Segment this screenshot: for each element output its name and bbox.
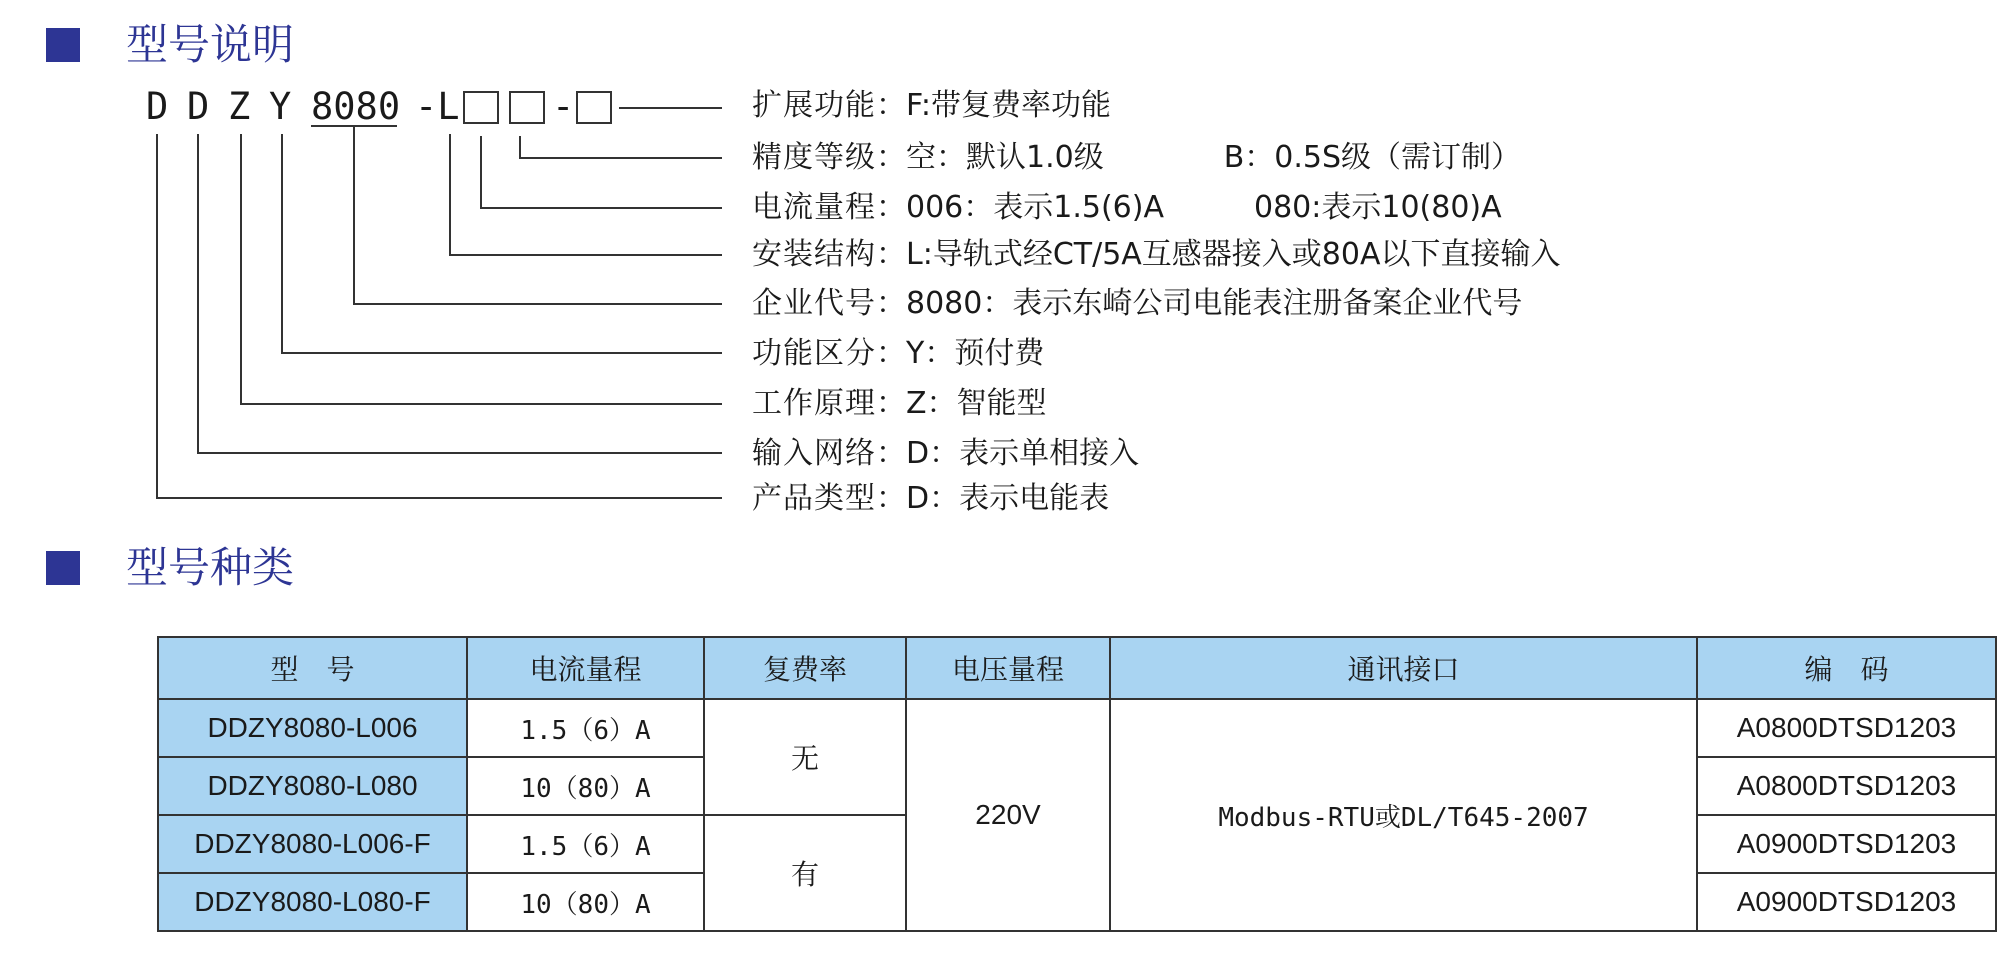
- cell-code: A0800DTSD1203: [1697, 699, 1996, 757]
- desc-current-key: 电流量程: [752, 190, 876, 225]
- table-row: [158, 699, 1996, 757]
- section-marker-icon: [46, 551, 80, 585]
- header-multi-rate: 复费率: [704, 637, 906, 699]
- header-current-range: 电流量程: [467, 637, 704, 699]
- desc-principle-text: ：Z：智能型: [876, 386, 1047, 421]
- cell-code: A0900DTSD1203: [1697, 815, 1996, 873]
- code-number: 8080: [311, 85, 401, 128]
- desc-current-text: ：006：表示1.5(6)A 080:表示10(80)A: [876, 190, 1502, 225]
- desc-extension-text: ：F:带复费率功能: [876, 88, 1112, 123]
- desc-install-text: ：L:导轨式经CT/5A互感器接入或80A以下直接输入: [876, 237, 1561, 272]
- connector-accuracy: [520, 136, 722, 158]
- desc-extension-key: 扩展功能: [752, 88, 876, 123]
- header-voltage-range: 电压量程: [906, 637, 1110, 699]
- desc-network-key: 输入网络: [752, 436, 876, 471]
- cell-code: A0900DTSD1203: [1697, 873, 1996, 931]
- desc-install-key: 安装结构: [752, 237, 876, 272]
- cell-interface: Modbus-RTU或DL/T645-2007: [1110, 699, 1697, 931]
- desc-function: [752, 336, 1045, 371]
- cell-model: DDZY8080-L080-F: [158, 873, 467, 931]
- cell-code: A0800DTSD1203: [1697, 757, 1996, 815]
- cell-multi-rate-yes: 有: [704, 815, 906, 931]
- desc-current: [752, 190, 1502, 225]
- desc-accuracy: [752, 140, 1522, 175]
- cell-model: DDZY8080-L006: [158, 699, 467, 757]
- connector-network: [198, 134, 722, 453]
- desc-company-text: ：8080：表示东崎公司电能表注册备案企业代号: [876, 286, 1523, 321]
- connector-install: [450, 134, 722, 255]
- cell-current: 10（80）A: [467, 757, 704, 815]
- code-suffix-prefix: -L: [415, 85, 460, 128]
- desc-product: [752, 481, 1110, 516]
- section-title-model-explanation: 型号说明: [126, 20, 295, 69]
- desc-company: [752, 286, 1523, 321]
- cell-current: 1.5（6）A: [467, 699, 704, 757]
- header-interface: 通讯接口: [1110, 637, 1697, 699]
- desc-network: [752, 436, 1140, 471]
- header-code: 编 码: [1697, 637, 1996, 699]
- desc-principle: [752, 386, 1047, 421]
- desc-product-key: 产品类型: [752, 481, 876, 516]
- model-types-table: [157, 636, 1997, 932]
- code-letter-y: Y: [269, 85, 292, 128]
- desc-install: [752, 237, 1561, 272]
- desc-function-text: ：Y：预付费: [876, 336, 1045, 371]
- connector-function: [282, 134, 722, 353]
- connector-company: [354, 126, 722, 304]
- cell-current: 10（80）A: [467, 873, 704, 931]
- header-model: 型 号: [158, 637, 467, 699]
- code-letter-z: Z: [228, 85, 251, 128]
- code-separator: -: [552, 85, 575, 128]
- cell-current: 1.5（6）A: [467, 815, 704, 873]
- desc-network-text: ：D：表示单相接入: [876, 436, 1140, 471]
- cell-model: DDZY8080-L006-F: [158, 815, 467, 873]
- section-title-model-types: 型号种类: [126, 543, 295, 592]
- desc-company-key: 企业代号: [752, 286, 876, 321]
- table-header-row: [158, 637, 1996, 699]
- desc-product-text: ：D：表示电能表: [876, 481, 1110, 516]
- desc-principle-key: 工作原理: [752, 386, 876, 421]
- code-letter-d1: D: [146, 85, 169, 128]
- desc-extension: [752, 88, 1112, 123]
- desc-accuracy-text: ：空：默认1.0级 B：0.5S级（需订制）: [876, 140, 1522, 175]
- cell-model: DDZY8080-L080: [158, 757, 467, 815]
- desc-accuracy-key: 精度等级: [752, 140, 876, 175]
- cell-voltage: 220V: [906, 699, 1110, 931]
- connector-current: [481, 136, 722, 208]
- desc-function-key: 功能区分: [752, 336, 876, 371]
- code-letter-d2: D: [187, 85, 210, 128]
- cell-multi-rate-no: 无: [704, 699, 906, 815]
